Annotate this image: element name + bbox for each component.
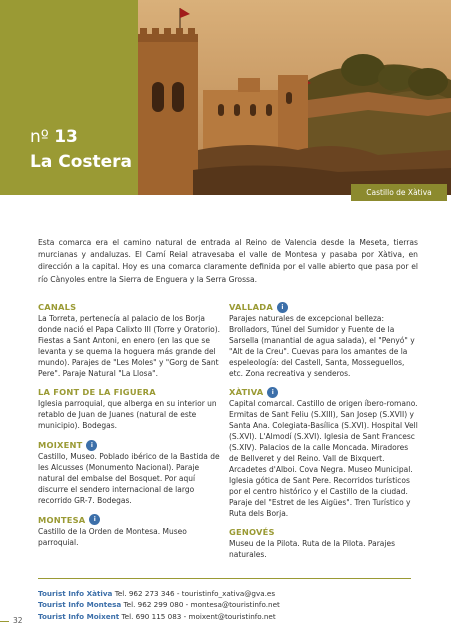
left-column	[38, 301, 224, 556]
castle-illustration	[138, 0, 451, 195]
contact-line	[38, 588, 411, 599]
page-marker	[0, 621, 9, 622]
intro-paragraph: Esta comarca era el camino natural de entrada al Reino de Valencia desde la Meseta, tierras murcianas y andaluzas. El Camí Reial atravesaba el valle de Montesa y pasaba por Xàtiva, en dirección a la capital. Hoy es una comarca claramente definida por el valle abierto que pasa por el río Cànyoles entre la Sierra de Enguera y la Serra Grossa.	[38, 238, 418, 284]
town-entry	[38, 439, 224, 507]
issue-value: 13	[54, 127, 78, 147]
town-title	[229, 526, 419, 538]
town-entry	[229, 386, 419, 519]
issue-number	[30, 127, 78, 147]
tourist-info-icon: i	[267, 387, 278, 398]
town-name: LA FONT DE LA FIGUERA	[38, 387, 156, 398]
town-name: MOIXENT	[38, 440, 83, 451]
town-description: Parajes naturales de excepcional belleza: Brolladors, Túnel del Sumidor y Fuente de la Sarsella (manantial de agua salada), el "Penyó" y "Alt de la Creu". Cuevas para los amantes de la espeleología: del Castell, Santa, Mosseguellos, etc. Zona recreativa y senderos.	[229, 314, 415, 378]
contact-line	[38, 611, 411, 622]
tourist-office-name: Tourist Info Moixent	[38, 611, 120, 621]
contact-line	[38, 599, 411, 610]
town-name: VALLADA	[229, 302, 273, 312]
castle-photo	[138, 0, 451, 195]
town-entry	[229, 526, 419, 561]
town-name: XÀTIVA	[229, 387, 264, 398]
town-entry	[38, 301, 224, 379]
header-band	[0, 0, 451, 195]
town-description: Capital comarcal. Castillo de origen íbero-romano. Ermitas de Sant Feliu (S.XIII), San Josep (S.XVII) y Santa Ana. Colegiata-Basílica (S.XVI). Hospital Vell (S.XVI). L'Almodí (S.XVI). Iglesia de Sant Francesc (S.XIV). Palacios de la calle Moncada. Miradores de Bellveret y del Reino. Vall de Bixquert. Arcadetes d'Alboi. Cova Negra. Museo Municipal. Iglesia gótica de Sant Pere. Recorridos turísticos por el centro histórico y el Castillo de la ciudad. Paraje del "Estret de les Aigües". Tren Turístico y Ruta dels Borja.	[229, 399, 418, 518]
town-title	[38, 514, 224, 526]
town-entry	[38, 514, 224, 549]
town-name: CANALS	[38, 302, 77, 312]
page-number: 32	[13, 616, 23, 625]
tourist-office-name: Tourist Info Montesa	[38, 600, 122, 610]
tourist-info-icon: i	[277, 302, 288, 313]
town-name: MONTESA	[38, 514, 86, 525]
contact-details: Tel. 962 273 346 - touristinfo_xativa@gva.es	[112, 589, 276, 598]
tourist-info-icon: i	[89, 514, 100, 525]
town-name: GENOVÉS	[229, 527, 275, 538]
photo-caption: Castillo de Xàtiva	[351, 184, 447, 201]
town-entry	[229, 301, 419, 379]
town-title	[229, 301, 419, 313]
town-description: Iglesia parroquial, que alberga en su interior un retablo de Juan de Juanes (natural de este municipio). Bodegas.	[38, 399, 217, 431]
tourist-office-name: Tourist Info Xàtiva	[38, 589, 113, 598]
town-title	[229, 386, 419, 398]
contact-details: Tel. 962 299 080 - montesa@touristinfo.net	[121, 600, 280, 610]
contact-footer	[38, 578, 411, 622]
issue-prefix: nº	[30, 127, 49, 147]
contact-details: Tel. 690 115 083 - moixent@touristinfo.net	[119, 611, 276, 621]
town-title	[38, 386, 224, 398]
tourist-info-icon: i	[86, 440, 97, 451]
town-description: Museu de la Pilota. Ruta de la Pilota. Parajes naturales.	[229, 539, 395, 560]
town-description: La Torreta, pertenecía al palacio de los Borja donde nació el Papa Calixto III (Torre y Oratorio). Fiestas a Sant Antoni, en enero (en las que se levanta y se quema la hoguera más grande del mundo). Parajes de "Les Moles" y "Gorg de Sant Pere". Paraje Natural "La Llosa".	[38, 314, 221, 378]
town-description: Castillo de la Orden de Montesa. Museo parroquial.	[38, 526, 187, 547]
town-description: Castillo, Museo. Poblado ibérico de la Bastida de les Alcusses (Monumento Nacional). Paraje natural del embalse del Bosquet. Por aquí discurre el sendero internacional de largo recorrido GR-7. Bodegas.	[38, 452, 220, 505]
town-entry	[38, 386, 224, 432]
region-title: La Costera	[30, 152, 133, 172]
town-title	[38, 301, 224, 313]
town-title	[38, 439, 224, 451]
right-column	[229, 301, 419, 568]
